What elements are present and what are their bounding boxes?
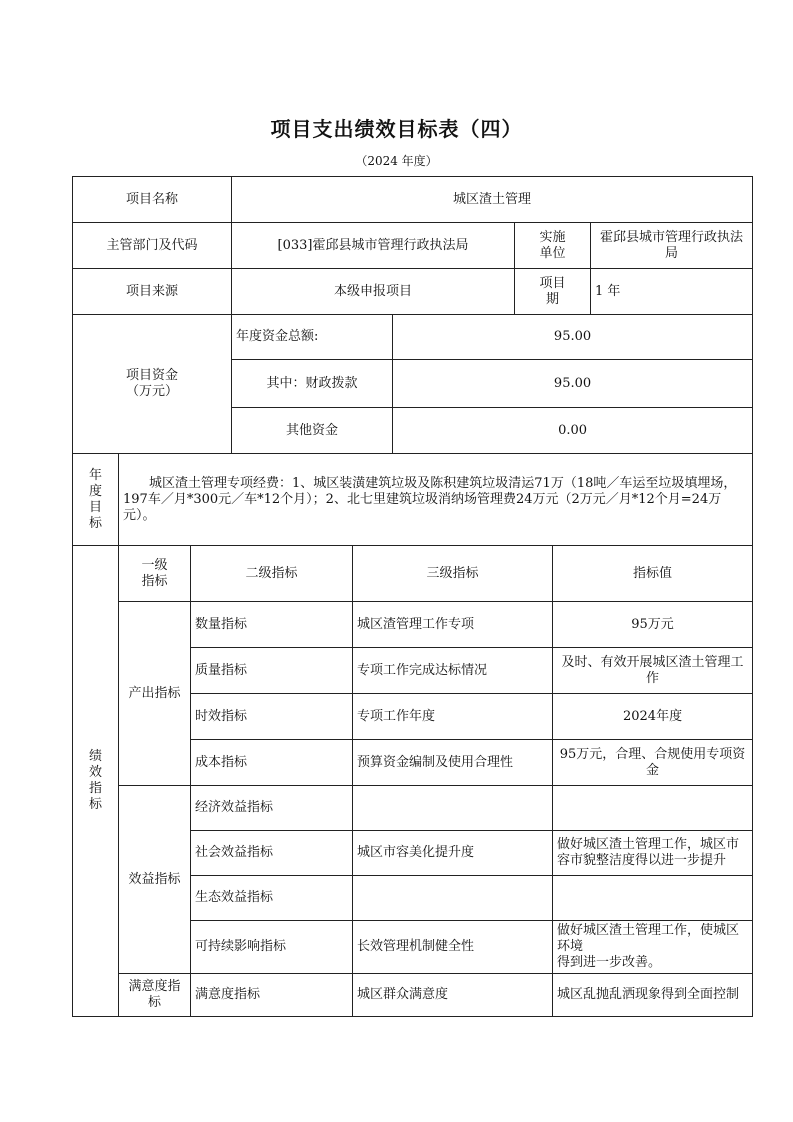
level2-cell: 数量指标 <box>191 602 353 648</box>
source-label: 项目来源 <box>73 269 232 315</box>
funds-fiscal-label: 其中：财政拨款 <box>232 360 393 408</box>
annual-goal-text: 城区渣土管理专项经费：1、城区装潢建筑垃圾及陈积建筑垃圾清运71万（18吨／车运至垃圾填埋场，197车／月*300元／车*12个月）；2、北七里建筑垃圾消纳场管理费24万元（2万元／月*12个月=24万元）。 <box>119 454 753 546</box>
funds-total-value: 95.00 <box>393 315 753 360</box>
implementing-unit-label-line1: 实施 <box>539 229 566 245</box>
funds-fiscal-value: 95.00 <box>393 360 753 408</box>
value-cell: 95万元 <box>553 602 753 648</box>
source-row <box>73 269 753 315</box>
annual-goal-label-char: 度 <box>88 483 102 499</box>
value-cell <box>553 786 753 831</box>
annual-goal-label-char: 标 <box>88 515 102 531</box>
funds-total-row <box>73 315 753 360</box>
level2-cell: 时效指标 <box>191 694 353 740</box>
annual-goal-row <box>73 454 753 546</box>
performance-indicator-label <box>73 546 119 1017</box>
header-value: 指标值 <box>553 546 753 602</box>
project-name-row <box>73 177 753 223</box>
fiscal-year: （2024 年度） <box>355 154 438 168</box>
department-value: [033]霍邱县城市管理行政执法局 <box>232 223 515 269</box>
funds-label <box>73 315 232 454</box>
level2-cell: 社会效益指标 <box>191 831 353 876</box>
value-cell <box>553 921 753 974</box>
value-cell: 及时、有效开展城区渣土管理工作 <box>553 648 753 694</box>
level2-cell: 满意度指标 <box>191 974 353 1017</box>
value-cell-line2: 得到进一步改善。 <box>557 955 662 970</box>
level3-cell: 城区市容美化提升度 <box>353 831 553 876</box>
value-cell: 2024年度 <box>553 694 753 740</box>
implementing-unit-label-line2: 单位 <box>539 245 566 261</box>
value-cell-line1: 做好城区渣土管理工作，使城区环境 <box>557 923 740 954</box>
project-name-label: 项目名称 <box>73 177 232 223</box>
department-label: 主管部门及代码 <box>73 223 232 269</box>
annual-goal-label-char: 年 <box>88 467 102 483</box>
period-label-line2: 期 <box>546 291 560 307</box>
performance-indicator-char: 绩 <box>88 749 102 764</box>
annual-goal-label <box>73 454 119 546</box>
table-row <box>73 974 753 1017</box>
header-level1-line2: 指标 <box>141 573 168 589</box>
performance-indicator-char: 效 <box>88 765 102 780</box>
implementing-unit-value: 霍邱县城市管理行政执法局 <box>591 223 753 269</box>
level2-cell: 成本指标 <box>191 740 353 786</box>
level2-cell: 质量指标 <box>191 648 353 694</box>
level3-cell <box>353 876 553 921</box>
indicator-header-row <box>73 546 753 602</box>
value-cell: 做好城区渣土管理工作，城区市容市貌整洁度得以进一步提升 <box>553 831 753 876</box>
table-row <box>73 602 753 648</box>
level2-cell: 经济效益指标 <box>191 786 353 831</box>
level2-cell: 生态效益指标 <box>191 876 353 921</box>
performance-indicator-char: 指 <box>88 781 102 796</box>
performance-indicator-char: 标 <box>88 797 102 812</box>
period-value: 1 年 <box>591 269 753 315</box>
department-row <box>73 223 753 269</box>
value-cell: 城区乱抛乱洒现象得到全面控制 <box>553 974 753 1017</box>
header-level3: 三级指标 <box>353 546 553 602</box>
header-level1-line1: 一级 <box>141 557 168 573</box>
page-title: 项目支出绩效目标表（四） <box>270 117 523 141</box>
funds-other-label: 其他资金 <box>232 408 393 454</box>
performance-target-table <box>72 176 753 1017</box>
level3-cell: 城区渣管理工作专项 <box>353 602 553 648</box>
level2-cell: 可持续影响指标 <box>191 921 353 974</box>
period-label <box>515 269 591 315</box>
header-level2: 二级指标 <box>191 546 353 602</box>
header-level1 <box>119 546 191 602</box>
period-label-line1: 项目 <box>539 275 566 291</box>
level3-cell <box>353 786 553 831</box>
value-cell <box>553 876 753 921</box>
project-name-value: 城区渣土管理 <box>232 177 753 223</box>
benefit-indicator-label: 效益指标 <box>119 786 191 974</box>
level3-cell: 城区群众满意度 <box>353 974 553 1017</box>
level3-cell: 预算资金编制及使用合理性 <box>353 740 553 786</box>
funds-total-label: 年度资金总额: <box>232 315 393 360</box>
funds-label-line2: （万元） <box>126 384 179 399</box>
level3-cell: 专项工作年度 <box>353 694 553 740</box>
satisfaction-indicator-label: 满意度指标 <box>119 974 191 1017</box>
table-row <box>73 786 753 831</box>
level3-cell: 长效管理机制健全性 <box>353 921 553 974</box>
annual-goal-label-char: 目 <box>88 499 102 515</box>
output-indicator-label: 产出指标 <box>119 602 191 786</box>
implementing-unit-label <box>515 223 591 269</box>
funds-other-value: 0.00 <box>393 408 753 454</box>
level3-cell: 专项工作完成达标情况 <box>353 648 553 694</box>
funds-label-line1: 项目资金 <box>126 368 179 383</box>
value-cell: 95万元，合理、合规使用专项资金 <box>553 740 753 786</box>
source-value: 本级申报项目 <box>232 269 515 315</box>
